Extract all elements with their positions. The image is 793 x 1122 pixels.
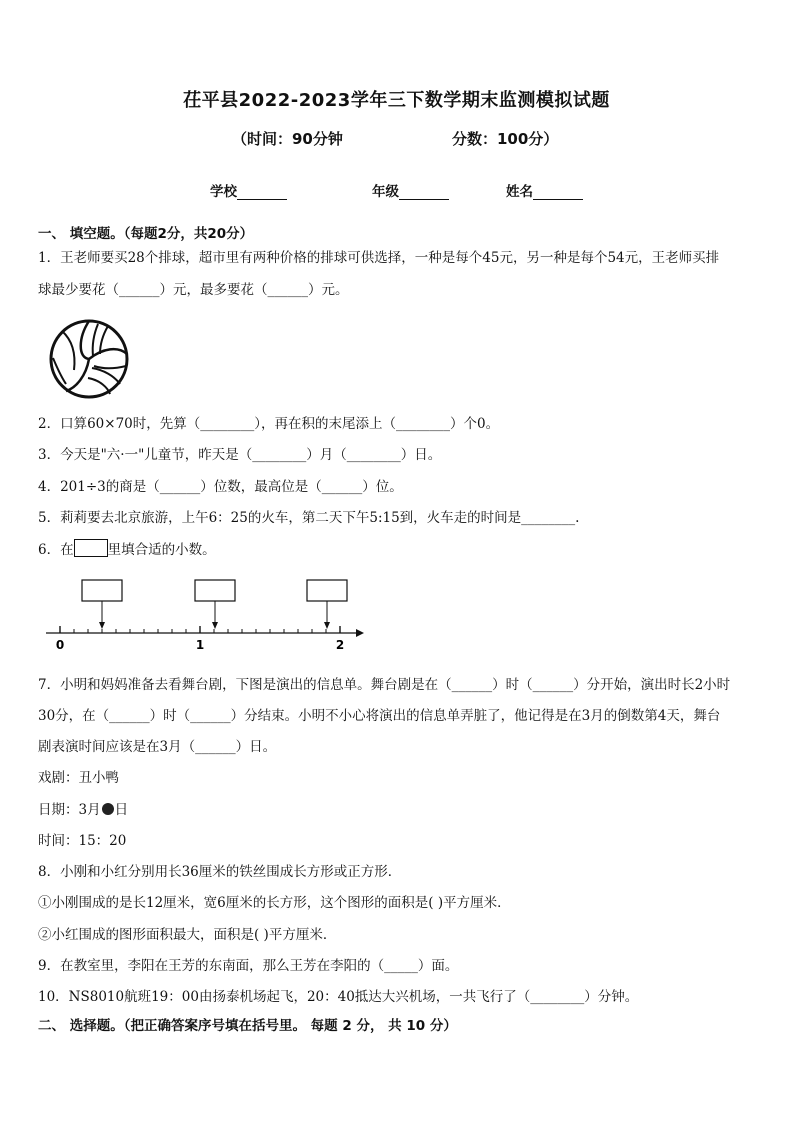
tick-label-1: 1 [195,638,205,652]
exam-time: （时间：90分钟 [232,130,343,148]
question-5: 5．莉莉要去北京旅游，上午6：25的火车，第二天下午5:15到，火车走的时间是________. [38,510,580,526]
drama-time: 时间：15：20 [38,833,127,849]
question-8-intro: 8．小刚和小红分别用长36厘米的铁丝围成长方形或正方形． [38,864,402,880]
tick-label-0: 0 [55,638,65,652]
drama-date [38,800,128,820]
grade-blank[interactable] [399,185,449,200]
answer-box-2[interactable] [195,580,235,601]
answer-box-3[interactable] [307,580,347,601]
question-2: 2．口算60×70时，先算（________），再在积的末尾添上（________）个0。 [38,416,500,432]
grade-field [372,180,449,200]
question-7-line-3: 剧表演时间应该是在3月（______）日。 [38,739,277,755]
tick-label-2: 2 [335,638,345,652]
name-blank[interactable] [533,185,583,200]
school-label: 学校 [210,184,237,200]
question-1-line-1: 1．王老师要买28个排球，超市里有两种价格的排球可供选择，一种是每个45元，另一种是每个54元，王老师买排 [38,250,720,266]
exam-score: 分数：100分） [452,130,559,148]
arrow-down-icon [99,601,105,629]
number-line-diagram [40,574,370,654]
drama-date-suffix: 日 [114,802,129,818]
question-10: 10．NS8010航班19：00由扬泰机场起飞，20：40抵达大兴机场，一共飞行了（________）分钟。 [38,989,639,1005]
drama-date-prefix: 日期：3月 [38,802,101,818]
arrow-down-icon [324,601,330,629]
section-2-heading: 二、 选择题。（把正确答案序号填在括号里。 每题 2 分， 共 10 分） [38,1018,457,1034]
school-blank[interactable] [237,185,287,200]
volleyball-icon [48,318,130,400]
question-6 [38,539,216,560]
school-field [210,180,287,200]
question-9: 9．在教室里，李阳在王芳的东南面，那么王芳在李阳的（_____）面。 [38,958,459,974]
drama-name: 戏剧：丑小鸭 [38,770,119,786]
question-3: 3．今天是"六·一"儿童节，昨天是（________）月（________）日。 [38,447,442,463]
stain-icon [102,803,114,815]
question-4: 4．201÷3的商是（______）位数，最高位是（______）位。 [38,479,403,495]
answer-box [74,539,108,557]
question-7-line-1: 7．小明和妈妈准备去看舞台剧，下图是演出的信息单。舞台剧是在（______）时（______）分开始，演出时长2小时 [38,677,731,693]
question-1-line-2: 球最少要花（______）元，最多要花（______）元。 [38,282,349,298]
name-field [506,180,583,200]
question-7-line-2: 30分，在（______）时（______）分结束。小明不小心将演出的信息单弄脏了，他记得是在3月的倒数第4天，舞台 [38,708,721,724]
question-6-prefix: 6．在 [38,542,74,558]
arrow-down-icon [212,601,218,629]
answer-box-1[interactable] [82,580,122,601]
number-line-axis [46,629,364,637]
name-label: 姓名 [506,184,533,200]
grade-label: 年级 [372,184,399,200]
question-8-part-b: ②小红围成的图形面积最大，面积是( )平方厘米． [38,927,337,943]
section-1-heading: 一、 填空题。（每题2分，共20分） [38,226,254,242]
question-8-part-a: ①小刚围成的是长12厘米，宽6厘米的长方形，这个图形的面积是( )平方厘米． [38,895,511,911]
page-title: 茌平县2022-2023学年三下数学期末监测模拟试题 [183,90,610,111]
question-6-suffix: 里填合适的小数。 [107,542,216,558]
